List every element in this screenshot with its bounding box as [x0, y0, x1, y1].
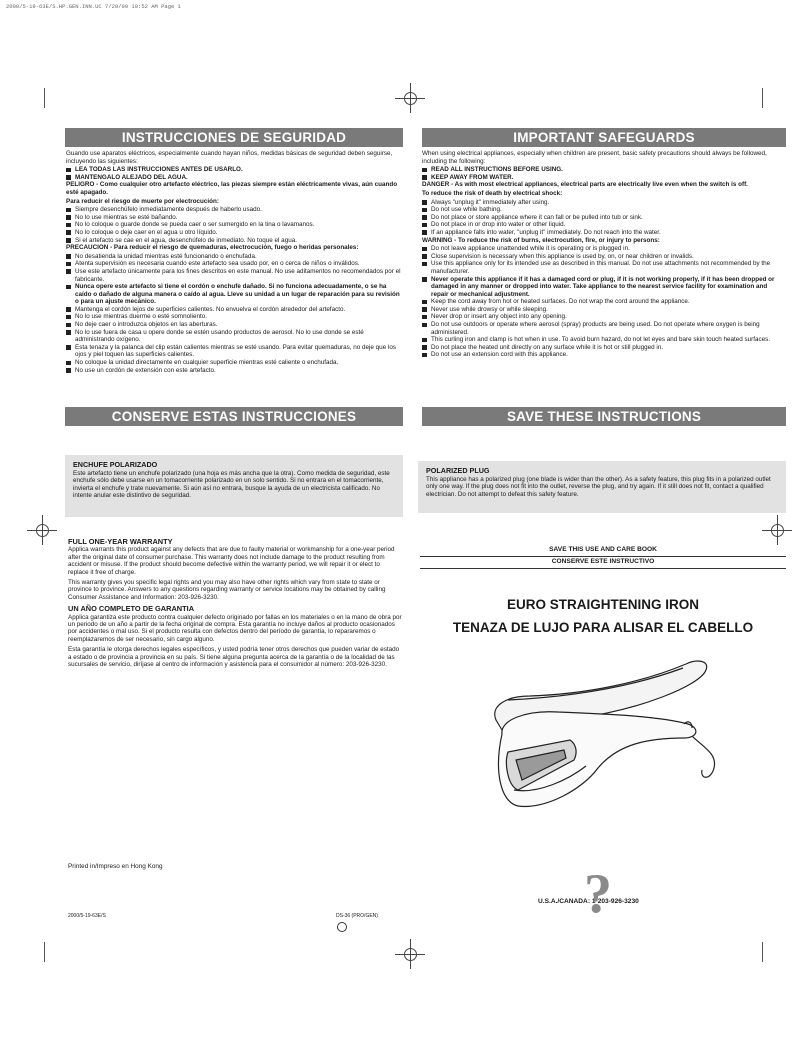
es-item: No desatienda la unidad mientras esté funcionando o enchufada.: [66, 253, 404, 261]
en-electro-item: Do not use while bathing.: [422, 206, 784, 214]
product-title-es: TENAZA DE LUJO PARA ALISAR EL CABELLO: [452, 620, 754, 635]
en-electro-heading: To reduce the risk of death by electrical shock:: [422, 189, 563, 197]
es-electro-item: Siempre desenchúfelo inmediatamente después de haberlo usado.: [66, 206, 404, 214]
warranty-section: [68, 538, 402, 672]
es-bold-item: LEA TODAS LAS INSTRUCCIONES ANTES DE USARLO.: [66, 166, 404, 174]
printed-in: Printed in/Impreso en Hong Kong: [68, 863, 163, 870]
en-plug-text: This appliance has a polarized plug (one blade is wider than the other). As a safety feature, this plug fits in a polarized outlet only one way. If the plug does not fit into the outlet, reverse the plug, and try again. If it still does not fit, contact a qualified electrician. Do not attempt to defeat this safety feature.: [426, 475, 771, 498]
es-bold-item: MANTENGALO ALEJADO DEL AGUA.: [66, 174, 404, 182]
warranty-es-p2: Esta garantía le otorga derechos legales específicos, y usted podría tener otros derechos que pueden variar de estado a estado o de provincia a provincia en su país. Si tiene alguna pregunta acerca de la garantía o de la localidad de las sucursales de servicio, diríjase al centro de información y asistencia para el consumidor al número: 203-926-3230.: [68, 646, 400, 669]
rule: [420, 568, 786, 569]
en-electro-item: Do not place in or drop into water or other liquid.: [422, 221, 784, 229]
crop-mark: [762, 88, 763, 108]
save-guide-es: CONSERVE ESTE INSTRUCTIVO: [551, 558, 655, 565]
en-bold-item: READ ALL INSTRUCTIONS BEFORE USING.: [422, 166, 784, 174]
en-item: Do not use outdoors or operate where aerosol (spray) products are being used. Do not operate where oxygen is being administered.: [422, 321, 784, 336]
straightening-iron-illustration: [478, 640, 758, 840]
en-safety-text: [422, 150, 784, 359]
en-electro-item: If an appliance falls into water, "unplug it" immediately. Do not reach into the water.: [422, 229, 784, 237]
es-item: Mantenga el cordón lejos de superficies calientes. No envuelva el cordón alrededor del artefacto.: [66, 306, 404, 314]
en-item: Do not place the heated unit directly on any surface while it is hot or still plugged in.: [422, 344, 784, 352]
es-item: Esta tenaza y la palanca del clip están calientes mientras se esté usando. Para evitar quemaduras, no deje que los ojos y piel toquen las superficies calientes.: [66, 344, 404, 359]
es-item: No coloque la unidad directamente en cualquier superficie mientras esté caliente o enchufada.: [66, 359, 404, 367]
en-item: Never operate this appliance if it has a damaged cord or plug, if it is not working properly, if it has been dropped or damaged in any manner or dropped into water. Take appliance to the nearest service facility for examination and repair or mechanical adjustment.: [422, 276, 784, 299]
en-item: This curling iron and clamp is hot when in use. To avoid burn hazard, do not let eyes and bare skin touch heated surfaces.: [422, 336, 784, 344]
recycle-icon: [337, 922, 347, 932]
file-header: 2000/5-19-63E/S.HP.GEN.INN.UC 7/20/00 10:52 AM Page 1: [6, 3, 181, 10]
es-item: No deje caer o introduzca objetos en las aberturas.: [66, 321, 404, 329]
es-item: Atenta supervisión es necesaria cuando este artefacto sea usado por, en o cerca de niños o inválidos.: [66, 260, 404, 268]
en-item: Keep the cord away from hot or heated surfaces. Do not wrap the cord around the appliance.: [422, 298, 784, 306]
phone: U.S.A./CANADA: 1-203-926-3230: [538, 898, 639, 905]
en-bold-item: KEEP AWAY FROM WATER.: [422, 174, 784, 182]
en-electro-item: Always "unplug it" immediately after using.: [422, 199, 784, 207]
registration-mark-top: [401, 89, 419, 107]
code-mid: DS-36 (PRO/GEN): [336, 913, 378, 919]
rule: [420, 556, 786, 557]
en-safety-banner: IMPORTANT SAFEGUARDS: [422, 128, 786, 147]
question-mark-icon: ?: [584, 863, 612, 925]
es-safety-banner: INSTRUCCIONES DE SEGURIDAD: [65, 128, 403, 147]
crop-mark: [44, 88, 45, 108]
en-item: Never use while drowsy or while sleeping.: [422, 306, 784, 314]
product-title-en: EURO STRAIGHTENING IRON: [506, 597, 699, 612]
registration-mark-right: [768, 521, 786, 539]
es-item: Use este artefacto únicamente para los fines descritos en este manual. No use aditamentos no recomendados por el fabricante.: [66, 268, 404, 283]
en-electro-item: Do not place or store appliance where it can fall or be pulled into tub or sink.: [422, 214, 784, 222]
en-plug-title: POLARIZED PLUG: [426, 466, 490, 475]
es-electro-item: Si el artefacto se cae en el agua, desenchúfelo de inmediato. No toque el agua.: [66, 237, 404, 245]
es-precaucion: PRECAUCION - Para reducir el riesgo de quemaduras, electrocución, fuego o heridas personales:: [66, 244, 359, 252]
es-item: No lo use fuera de casa u opere donde se estén usando productos de aerosol. No lo use donde se esté administrando oxígeno.: [66, 329, 404, 344]
en-item: Close supervision is necessary when this appliance is used by, on, or near children or invalids.: [422, 253, 784, 261]
es-item: No lo use mientras duerme o esté somnoliento.: [66, 313, 404, 321]
warranty-en-p2: This warranty gives you specific legal rights and you may also have other rights which vary from state to state or province to province. Answers to any questions regarding warranty or service locations may be obtained by calling Consumer Assistance and Information: 203-926-3230.: [68, 579, 386, 601]
en-item: Do not leave appliance unattended while it is operating or is plugged in.: [422, 245, 784, 253]
save-guide-en: SAVE THIS USE AND CARE BOOK: [549, 546, 657, 553]
registration-mark-bottom: [401, 945, 419, 963]
warranty-es-title: UN AÑO COMPLETO DE GARANTIA: [68, 604, 195, 614]
en-item: Use this appliance only for its intended use as described in this manual. Do not use attachments not recommended by the manufacturer.: [422, 260, 784, 275]
es-electro-item: No lo coloque o guarde donde se pueda caer o ser sumergido en la tina o lavamanos.: [66, 221, 404, 229]
es-item: Nunca opere este artefacto si tiene el cordón o enchufe dañado. Si no funciona adecuadamente, o se ha caído o dañado de alguna manera o caído al agua. Lleve su unidad a un lugar de reparación para su revisión o para un ajuste mecánico.: [66, 283, 404, 306]
en-item: Never drop or insert any object into any opening.: [422, 313, 784, 321]
warranty-es-p1: Applica garantiza este producto contra cualquier defecto originado por fallas en los materiales o en la mano de obra por un periodo de un año a partir de la fecha original de compra. Esta garantía no incluye daños al producto ocasionados por accidentes o mal uso. Si el producto resulta con defectos dentro del período de garantía, lo repararemos o reemplazaremos de ser necesario, sin cargo alguno.: [68, 613, 402, 643]
es-electro-item: No lo coloque o deje caer en el agua u otro líquido.: [66, 229, 404, 237]
es-electro-item: No lo use mientras se esté bañando.: [66, 214, 404, 222]
es-peligro: PELIGRO - Como cualquier otro artefacto eléctrico, las piezas siempre están eléctricamente vivas, aún cuando esté apagado.: [66, 181, 398, 196]
code-left: 2000/5-19-63E/S: [68, 913, 106, 919]
en-warning: WARNING - To reduce the risk of burns, electrocution, fire, or injury to persons:: [422, 236, 660, 244]
crop-mark: [44, 942, 45, 962]
es-safety-text: [66, 150, 404, 374]
es-plug-text: Este artefacto tiene un enchufe polarizado (una hoja es más ancha que la otra). Como medida de seguridad, este enchufe sólo debe usarse en un tomacorriente polarizado en un solo sentido. Si no entrara en el tomacorriente, invierta el enchufe y trate nuevamente. Si aún así no entrara, busque la ayuda de un electricista calificado. No intente anular este distintivo de seguridad.: [73, 469, 390, 500]
es-save-banner: CONSERVE ESTAS INSTRUCCIONES: [65, 407, 403, 426]
crop-mark: [762, 942, 763, 962]
es-intro: Guando use aparatos eléctricos, especialmente cuando hayan niños, medidas básicas de seguridad deben seguirse, incluyendo las siguientes:: [66, 150, 393, 165]
en-plug-box: [418, 461, 786, 513]
en-item: Do not use an extension cord with this appliance.: [422, 351, 784, 359]
en-save-banner: SAVE THESE INSTRUCTIONS: [422, 407, 786, 426]
es-item: No use un cordón de extensión con este artefacto.: [66, 367, 404, 375]
es-plug-box: [65, 455, 403, 517]
warranty-en-p1: Applica warrants this product against any defects that are due to faulty material or workmanship for a one-year period after the original date of consumer purchase. This warranty does not include damage to the product resulting from accident or misuse. If the product should become defective within the warranty period, we will repair it or elect to replace it free of charge.: [68, 546, 395, 576]
es-electro-heading: Para reducir el riesgo de muerte por electrocución:: [66, 197, 219, 205]
es-plug-title: ENCHUFE POLARIZADO: [73, 460, 158, 469]
warranty-en-title: FULL ONE-YEAR WARRANTY: [68, 537, 173, 546]
registration-mark-left: [33, 521, 51, 539]
en-danger: DANGER - As with most electrical appliances, electrical parts are electrically live even when the switch is off.: [422, 181, 748, 189]
en-intro: When using electrical appliances, especially when children are present, basic safety precautions should always be followed, including the following:: [422, 150, 767, 165]
